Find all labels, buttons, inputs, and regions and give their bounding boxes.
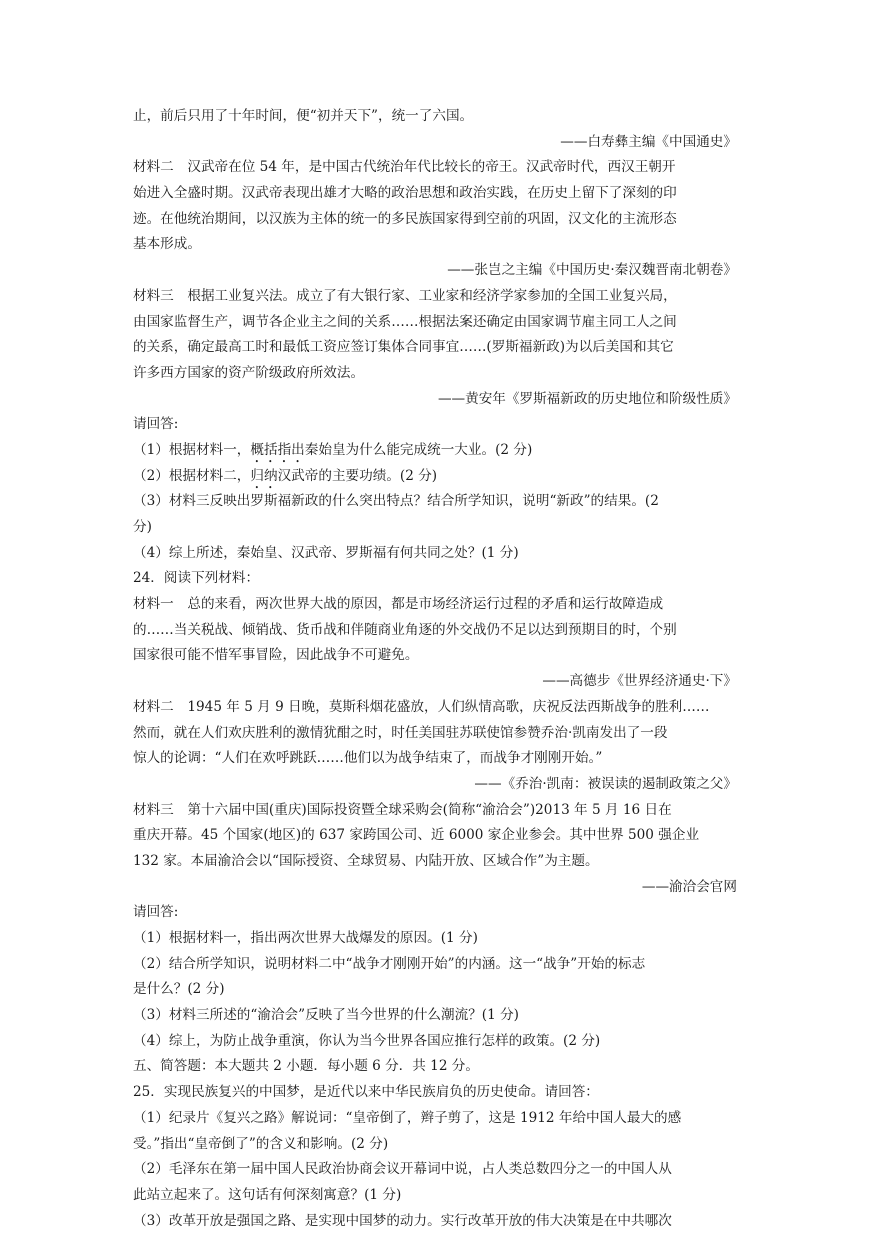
q24-source3: ——渝洽会官网 — [641, 878, 737, 895]
q24-answer-prompt: 请回答: — [133, 904, 179, 921]
q23-material3-line: 材料三 根据工业复兴法。成立了有大银行家、工业家和经济学家参加的全国工业复兴局， — [133, 287, 677, 304]
q23-question1 — [133, 438, 737, 464]
q24-question3: （3）材料三所述的“渝洽会”反映了当今世界的什么潮流？(1 分) — [133, 1007, 519, 1024]
q24-material2-line: 惊人的论调：“人们在欢呼跳跃……他们以为战争结束了，而战争才刚刚开始。” — [133, 750, 603, 767]
q23-question1-emphasis: 概括指出 — [250, 441, 305, 458]
q23-material1-tail: 止，前后只用了十年时间，便“初并天下”，统一了六国。 — [133, 108, 474, 124]
q25-question1-line: 受。”指出“皇帝倒了”的含义和影响。(2 分) — [133, 1135, 389, 1152]
q23-question3-line: （3）材料三反映出罗斯福新政的什么突出特点？结合所学知识，说明“新政”的结果。(2 — [133, 493, 659, 510]
q23-question4: （4）综上所述，秦始皇、汉武帝、罗斯福有何共同之处？(1 分) — [133, 544, 519, 561]
section5-heading: 五、简答题：本大题共 2 小题．每小题 6 分．共 12 分。 — [133, 1058, 479, 1075]
q24-source1: ——高德步《世界经济通史·下》 — [542, 673, 737, 690]
q24-material1-line: 国家很可能不惜军事冒险，因此战争不可避免。 — [133, 647, 419, 664]
q24-material3-line: 重庆开幕。45 个国家(地区)的 637 家跨国公司、近 6000 家企业参会。其中世界 500 强企业 — [133, 827, 700, 844]
q24-material3-line: 材料三 第十六届中国(重庆)国际投资暨全球采购会(简称“渝洽会”)2013 年 5 月 16 日在 — [133, 801, 672, 818]
q25-question1-line: （1）纪录片《复兴之路》解说词：“皇帝倒了，辫子剪了，这是 1912 年给中国人最大的感 — [133, 1109, 682, 1126]
q23-material2-line: 材料二 汉武帝在位 54 年，是中国古代统治年代比较长的帝王。汉武帝时代，西汉王朝开 — [133, 159, 676, 176]
q24-heading: 24．阅读下列材料： — [133, 570, 260, 587]
q23-material2-line: 基本形成。 — [133, 236, 201, 253]
q23-question2-part: 汉武帝的主要功绩。(2 分) — [277, 467, 438, 484]
q24-material1-line: 材料一 总的来看，两次世界大战的原因，都是市场经济运行过程的矛盾和运行故障造成 — [133, 596, 664, 613]
q24-question4: （4）综上，为防止战争重演，你认为当今世界各国应推行怎样的政策。(2 分) — [133, 1032, 601, 1049]
q23-question1-part: 秦始皇为什么能完成统一大业。(2 分) — [304, 441, 533, 458]
q23-question2-emphasis: 归纳 — [250, 467, 278, 484]
q24-material1-line: 的……当关税战、倾销战、货币战和伴随商业角逐的外交战仍不足以达到预期目的时，个别 — [133, 621, 677, 638]
q23-question2 — [133, 464, 737, 490]
q24-material2-line: 然而，就在人们欢庆胜利的激情犹酣之时，时任美国驻苏联使馆参赞乔治·凯南发出了一段 — [133, 724, 668, 741]
q23-source3: ——黄安年《罗斯福新政的历史地位和阶级性质》 — [437, 390, 737, 407]
q25-question2-line: 此站立起来了。这句话有何深刻寓意？(1 分) — [133, 1186, 402, 1203]
q24-question1: （1）根据材料一，指出两次世界大战爆发的原因。(1 分) — [133, 930, 478, 946]
q23-answer-prompt: 请回答: — [133, 416, 179, 433]
q24-material2-line: 材料二 1945 年 5 月 9 日晚，莫斯科烟花盛放，人们纵情高歌，庆祝反法西斯战争的胜利…… — [133, 698, 710, 715]
q23-material3-line: 由国家监督生产，调节各企业主之间的关系……根据法案还确定由国家调节雇主同工人之间 — [133, 313, 677, 330]
q24-question2-line: 是什么？(2 分) — [133, 981, 225, 998]
q23-question1-part: （1）根据材料一， — [133, 441, 251, 458]
q23-material3-line: 的关系，确定最高工时和最低工资应签订集体合同事宜……(罗斯福新政)为以后美国和其它 — [133, 339, 674, 356]
q23-material2-line: 迹。在他统治期间，以汉族为主体的统一的多民族国家得到空前的巩固，汉文化的主流形态 — [133, 210, 677, 227]
q25-question2-line: （2）毛泽东在第一届中国人民政治协商会议开幕词中说，占人类总数四分之一的中国人从 — [133, 1161, 672, 1178]
document-page — [133, 104, 737, 1234]
q24-material3-line: 132 家。本届渝洽会以“国际授资、全球贸易、内陆开放、区域合作”为主题。 — [133, 852, 599, 869]
q24-source2: ——《乔治·凯南：被误读的遏制政策之父》 — [474, 775, 737, 792]
q24-question2-line: （2）结合所学知识，说明材料二中“战争才刚刚开始”的内涵。这一“战争”开始的标志 — [133, 955, 646, 972]
q23-source2: ——张岂之主编《中国历史·秦汉魏晋南北朝卷》 — [447, 262, 737, 279]
q23-source1: ——白寿彝主编《中国通史》 — [560, 133, 737, 150]
q25-heading: 25．实现民族复兴的中国梦，是近代以来中华民族肩负的历史使命。请回答： — [133, 1084, 599, 1101]
q23-material2-line: 始进入全盛时期。汉武帝表现出雄才大略的政治思想和政治实践，在历史上留下了深刻的印 — [133, 185, 677, 202]
q23-material3-line: 许多西方国家的资产阶级政府所效法。 — [133, 364, 365, 381]
q23-question2-part: （2）根据材料二， — [133, 467, 251, 484]
q23-question3-line: 分) — [133, 519, 152, 535]
q25-question3: （3）改革开放是强国之路、是实现中国梦的动力。实行改革开放的伟大决策是在中共哪次 — [133, 1212, 672, 1229]
